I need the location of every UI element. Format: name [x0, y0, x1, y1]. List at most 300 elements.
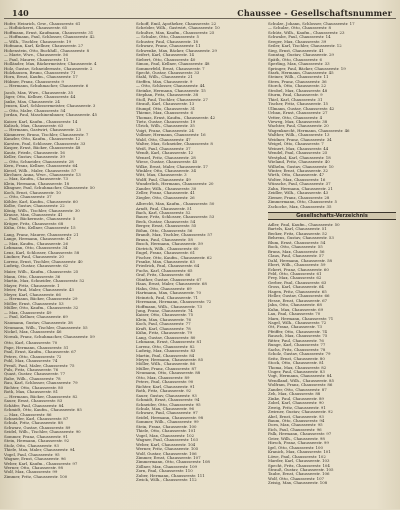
directory-entry: Fischer, Otto, Kaufm., Chausseestr. 62 [136, 255, 212, 260]
directory-entry: Müller, Otto, Kaufm., Chausseestr. 32 [4, 306, 79, 311]
directory-entry: Haas, Ernst, Maler, Chausseestr. 68 [136, 282, 207, 287]
directory-entry: Schwarz, Paul, Chausseestr. 97 [136, 411, 198, 416]
directory-entry: Weinert, Max, Chausseestr. 44 [268, 146, 329, 151]
directory-entry: Kaiser, Karl, Kaufm., Chausseestr. 14 [4, 119, 78, 124]
directory-entry: Unger, Paul, Chausseestr. 83 [268, 369, 325, 374]
directory-entry: Holländer, Max, Bäckermeister, Chausseestr. 4 [4, 62, 97, 67]
directory-entry: Gross, Karl, Chausseestr. 64 [268, 285, 324, 290]
directory-entry: Wunderlich, Hermann, Chausseestr. 20 [136, 182, 214, 187]
directory-entry: Brandt, Max, Tischler, Chausseestr. 57 [136, 233, 213, 238]
directory-entry: Wachter, Paul, Chausseestr. 20 [268, 124, 329, 129]
directory-entry: Schuster, Paul, Chausseestr. 18 [136, 39, 198, 44]
directory-entry: Böhm, Otto, Chausseestr. 56 [136, 228, 193, 233]
directory-entry: Kolbe, Gustav, Chausseestr. 22 [4, 204, 65, 209]
directory-entry: Voigt, Franz, Chausseestr. 24 [136, 128, 194, 133]
directory-entry: Peters, Otto, Chausseestr. 72 [4, 354, 62, 359]
directory-entry: Pape, Hermann, Chausseestr. 51 [4, 345, 69, 350]
directory-entry: Richter, Karl, Chausseestr. 91 [136, 384, 195, 389]
directory-entry: Schoff, Emil, Apotheker, Chausseestr. 22 [136, 22, 217, 26]
directory-entry: Lau, Paul, Chausseestr. 70 [268, 312, 321, 317]
directory-entry: Kirchner, Anna, Wwe., Chausseestr. 13 [4, 172, 81, 177]
directory-entry: Vogt, Hermann, Chausseestr. 84 [268, 374, 332, 379]
directory-entry: Zander, Wilh., Chausseestr. 30 [136, 186, 197, 191]
directory-entry: Roth, Max, Chausseestr. 81 [4, 390, 59, 395]
directory-entry: Schäfer, Paul, Chausseestr. 84 [4, 403, 64, 408]
section-heading: Gesellschafts-Verzeichnis [268, 212, 396, 220]
directory-entry: Wünsche, Paul, Chausseestr. 37 [268, 182, 331, 187]
directory-entry: Schütz, Wilh., Kaufm., Chausseestr. 23 [268, 30, 345, 35]
directory-entry: Kern, Franz, Kellner, Chausseestr. 64 [4, 164, 78, 169]
directory-entry: Igel, Otto, Chausseestr. 100 [268, 445, 323, 450]
directory-entry: Sieg, Ernst, Chausseestr. 41 [268, 48, 324, 53]
directory-entry: Weber, Karl, Kaufm., Chausseestr. 97 [4, 461, 78, 466]
directory-entry: Löwe, Paul, Chausseestr. 102 [268, 454, 326, 459]
directory-entry: Hofer, Heinrich, Gew., Chausseestr. 61 [4, 22, 81, 26]
directory-entry: Ludwig, Gustav, Chausseestr. 62 [4, 264, 69, 269]
directory-entry: Ludwig, Max, Chausseestr. 83 [136, 349, 196, 354]
directory-entry: Stephan, Fritz, Chausseestr. 38 [136, 93, 199, 98]
directory-entry: Vogel, Max, Chausseestr. 102 [136, 433, 195, 438]
directory-entry: Kalisch, Max, Chausseestr. 63 [4, 123, 64, 128]
directory-entry: Preuß, Paul, Maler, Chausseestr. 75 [4, 363, 75, 368]
directory-entry: Heller, Gustav, Chausseestr. 66 [268, 294, 330, 299]
directory-entry: Seifert, Karl, Chausseestr. 14 [136, 53, 194, 58]
directory-entry: Zeller, Franz, Chausseestr. 41 [136, 191, 195, 196]
directory-entry: Simon, Paul, Kellner, Chausseestr. 48 [136, 62, 210, 67]
directory-entry: Bock, Otto, Chausseestr. 55 [268, 245, 323, 250]
directory-entry: Späth, Otto, Chausseestr. 6 [268, 57, 322, 62]
directory-entry: Braun, Paul, Chausseestr. 58 [136, 237, 193, 242]
directory-entry: Adler, Paul, Kaufm., Chausseestr. 50 [268, 223, 340, 228]
directory-entry: Puls, Fritz, Chausseestr. 76 [4, 367, 59, 372]
directory-entry: Bauer, Fritz, Schlosser, Chausseestr. 53 [136, 215, 215, 220]
directory-entry: Ebert, Wilh., Chausseestr. 59 [268, 263, 326, 268]
directory-entry: Thiele, Max, Maler, Chausseestr. 94 [4, 448, 75, 453]
directory-entry: Weiß, Paul, Chausseestr. 37 [136, 146, 191, 151]
directory-entry: Peters, Paul, Chausseestr. 90 [136, 380, 194, 385]
directory-entry: — Schulze, Otto, Chausseestr. 5 [136, 35, 200, 40]
directory-entry: Sommer, Wilh., Chausseestr. 99 [136, 420, 199, 425]
directory-entry: Kiesel, Wilh., Maler, Chausseestr. 57 [4, 168, 77, 173]
directory-entry: — Schulze, Otto, Chausseestr. 8 [268, 26, 332, 31]
directory-entry: Thiel, Karl, Chausseestr. 31 [268, 97, 323, 102]
directory-entry: Lehmann, Otto, Chausseestr. 34 [4, 246, 68, 251]
directory-entry: Wieland, Fritz, Chausseestr. 40 [268, 160, 330, 165]
directory-entry: Lorenz, Otto, Chausseestr. 82 [136, 344, 195, 349]
directory-entry: Wolf, Otto, Chausseestr. 107 [268, 476, 325, 481]
directory-entry: Krüger, Fritz, Chausseestr. 68 [4, 221, 64, 226]
directory-entry: Beck, Gustav, Chausseestr. 54 [136, 219, 196, 224]
directory-entry: — Wilh., Tischler, Chausseestr. 19 [4, 39, 72, 44]
directory-entry: Kühn, Otto, Kellner, Chausseestr. 15 [4, 226, 76, 231]
directory-entry: Kasper, Ernst, Bäcker, Chausseestr. 48 [4, 146, 81, 151]
directory-entry: Pohl, Max, Chausseestr. 74 [4, 359, 58, 364]
directory-entry: Vetter, Otto, Chausseestr. 4 [268, 115, 323, 120]
directory-entry: Albrecht, Max, Kaufm., Chausseestr. 50 [136, 202, 215, 207]
directory-entry: Werner, Otto, Chausseestr. 98 [4, 465, 64, 470]
directory-entry: Richter, Otto, Chausseestr. 80 [4, 385, 64, 390]
directory-entry: Lange, Hermann, Chausseestr. 47 [4, 237, 72, 242]
directory-entry: Hartmann, Max, Chausseestr. 70 [136, 291, 201, 296]
directory-entry: Keller, Gustav, Chausseestr. 39 [4, 155, 65, 160]
directory-entry: Rau, Karl, Schlosser, Chausseestr. 79 [4, 381, 78, 386]
directory-entry: Wolfram, Franz, Chausseestr. 86 [268, 383, 333, 388]
directory-entry: Rausch, Max, Chausseestr. 75 [268, 334, 328, 339]
directory-entry: Hesse, Ernst, Chausseestr. 67 [268, 298, 328, 303]
directory-entry: Maier, Wilh., Kaufm., Chausseestr. 25 [4, 270, 79, 275]
directory-entry: Stumpf, Otto, Chausseestr. 31 [136, 106, 196, 111]
directory-entry: — Max, Kaufm., Chausseestr. 26 [4, 241, 68, 246]
page-number: 140 [12, 8, 29, 18]
directory-entry: Seidel, Wilh., Tischler, Chausseestr. 90 [4, 430, 81, 435]
directory-entry: Schulz, Max, Chausseestr. 96 [136, 406, 194, 411]
directory-entry: Klingner, Paul, Schuhmacher, Chausseestr. 50 [4, 186, 95, 191]
directory-entry: Stolz, Otto, Chausseestr. 93 [4, 443, 59, 448]
directory-entry: Zuber, Hermann, Chausseestr. 111 [136, 473, 205, 478]
directory-entry: Hofmann, Karl, Kellner, Chausseestr. 27 [4, 44, 84, 49]
directory-entry: Steinke, Hermann, Chausseestr. 15 [136, 88, 206, 93]
directory-entry: Seitz, Ernst, Chausseestr. 80 [268, 356, 325, 361]
directory-entry: Hagen, Fritz, Chausseestr. 65 [268, 289, 327, 294]
directory-entry: — Otto, Maler, Chausseestr. 54 [4, 108, 66, 113]
directory-entry: Zorn, Paul, Chausseestr. 110 [136, 469, 193, 474]
directory-entry: Wendel, Paul, Chausseestr. 25 [268, 151, 328, 156]
directory-entry: Wendt, Karl, Chausseestr. 12 [136, 151, 194, 156]
directory-entry: Janke, Max, Chausseestr. 24 [4, 99, 60, 104]
directory-entry: Ullmann, Gustav, Chausseestr. 42 [268, 106, 335, 111]
directory-entry: Weigel, Otto, Chausseestr. 7 [268, 142, 324, 147]
directory-entry: Lang, Gustav, Chausseestr. 80 [136, 335, 196, 340]
directory-entry: Zeisig, Max, Chausseestr. 108 [268, 481, 328, 486]
directory-entry: Möller, Wilh., Chausseestr. 86 [136, 362, 195, 367]
directory-entry: Quast, Gustav, Chausseestr. 77 [4, 372, 66, 377]
directory-entry: — Max, Chausseestr. 86 [4, 412, 52, 417]
running-head: Chaussee - Gesellschaftsnummer [237, 8, 392, 18]
directory-entry: Gerber, Paul, Chausseestr. 63 [268, 280, 327, 285]
directory-entry: Blum, Ernst, Chausseestr. 54 [268, 240, 326, 245]
directory-entry: Vogel, Paul, Chausseestr. 95 [4, 452, 60, 457]
directory-entry: — Hermann, Bäcker, Chausseestr. 82 [4, 394, 78, 399]
directory-entry: Lehmann, Ernst, Chausseestr. 81 [136, 340, 202, 345]
directory-entry: Schröder, Wilh., Gastwirt, Chausseestr. 10 [136, 26, 220, 31]
directory-entry: Günther, Gustav, Chausseestr. 67 [136, 277, 202, 282]
directory-entry: Wilhelm, Gustav, Chausseestr. 10 [268, 164, 334, 169]
directory-entry: Wolter, Max, Chausseestr. 16 [268, 177, 326, 182]
directory-entry: Schultze, Max, Kaufm., Chausseestr. 25 [136, 30, 215, 35]
directory-entry: Stein, Hermann, Chausseestr. 92 [4, 439, 70, 444]
directory-entry: Zwick, Wilh., Chausseestr. 112 [136, 478, 197, 483]
directory-entry: Berger, Ernst, Chausseestr. 55 [136, 224, 197, 229]
directory-entry: Meier, Paul, Maler, Chausseestr. 43 [4, 288, 74, 293]
directory-entry: Meyer, Hermann, Chausseestr. 85 [136, 357, 204, 362]
directory-entry: Paul, Ernst, Kaufm., Chausseestr. 67 [4, 350, 77, 355]
directory-entry: Stern, Franz, Chausseestr. 36 [268, 79, 327, 84]
directory-entry: Zinke, Paul, Chausseestr. 89 [268, 396, 324, 401]
directory-entry: Vollmer, Hermann, Chausseestr. 16 [136, 133, 206, 138]
directory-entry: Baum, Otto, Chausseestr. 94 [268, 418, 325, 423]
directory-entry: Hoffmann, Ernst, Kaufmann, Chausseestr. 31 [4, 30, 94, 35]
directory-entry: Sperling, Max, Chausseestr. 33 [268, 62, 330, 67]
directory-entry: Wiese, Gustav, Chausseestr. 45 [136, 160, 198, 165]
directory-entry: Stock, Otto, Chausseestr. 81 [268, 361, 325, 366]
directory-entry: Schulz, Fritz, Chausseestr. 88 [4, 421, 63, 426]
directory-entry: Winkler, Otto, Chausseestr. 34 [136, 168, 196, 173]
column-1 [4, 22, 132, 510]
directory-entry: Nowak, Franz, Schuhmacher, Chausseestr. 59 [4, 334, 95, 339]
directory-entry: Hübner, Franz, Chausseestr. 9 [4, 79, 64, 84]
directory-entry: Bruns, Max, Chausseestr. 56 [268, 249, 325, 254]
directory-entry: Hohenstein, Otto, Buchhdl., Chausseestr. 8 [4, 48, 90, 53]
directory-entry: Fuchs, Karl, Chausseestr. 65 [136, 268, 193, 273]
directory-entry: Zahn, Hermann, Chausseestr. 21 [268, 186, 333, 191]
directory-entry: Wolf, Gustav, Chausseestr. 106 [136, 451, 197, 456]
directory-entry: Eckert, Franz, Chausseestr. 60 [268, 267, 329, 272]
directory-entry: Schneider, Karl, Chausseestr. 87 [4, 416, 69, 421]
directory-entry: Wald, Otto, Chausseestr. 47 [136, 137, 191, 142]
directory-entry: Walter, Max, Schneider, Chausseestr. 8 [136, 142, 213, 147]
directory-entry: Westphal, Karl, Chausseestr. 18 [268, 155, 331, 160]
directory-entry: Frey, Max, Chausseestr. 62 [268, 276, 322, 281]
directory-entry: Roth, Fritz, Chausseestr. 92 [136, 389, 192, 394]
directory-entry: Sommer, Franz, Chausseestr. 91 [4, 434, 68, 439]
column-3 [268, 22, 396, 510]
directory-entry: Heinrich, Paul, Chausseestr. 71 [136, 295, 199, 300]
directory-entry: Krause, Max, Chausseestr. 41 [4, 213, 63, 218]
directory-entry: Vieweg, Max, Chausseestr. 38 [268, 119, 328, 124]
directory-entry: Möller, Ernst, Chausseestr. 53 [4, 301, 64, 306]
directory-entry: Weidner, Franz, Chausseestr. 34 [268, 137, 332, 142]
directory-entry: Seidel, Hermann, Chausseestr. 98 [136, 415, 204, 420]
directory-entry: Bartels, Karl, Chausseestr. 51 [268, 227, 327, 232]
directory-entry: Zeh, Max, Chausseestr. 88 [268, 392, 321, 397]
directory-entry: — Paul, Maurer, Chausseestr. 11 [4, 57, 69, 62]
directory-entry: Abel, Ernst, Chausseestr. 93 [268, 414, 324, 419]
directory-entry: Claus, Paul, Chausseestr. 57 [268, 254, 324, 259]
directory-entry: Zimmermann, Otto, Chausseestr. 108 [136, 460, 210, 465]
directory-entry: Marder, Karl, Chausseestr. 103 [268, 459, 330, 464]
directory-entry: Behrens, Gustav, Chausseestr. 53 [268, 236, 334, 241]
directory-entry: Eich, Paul, Chausseestr. 96 [268, 427, 322, 432]
directory-entry: Thieme, Max, Chausseestr. 6 [136, 111, 193, 116]
directory-entry: Zimmer, Ernst, Chausseestr. 107 [136, 455, 201, 460]
directory-entry: Zöllner, Max, Chausseestr. 109 [136, 464, 198, 469]
directory-entry: Wagner, Paul, Chausseestr. 103 [136, 438, 198, 443]
directory-entry: Witt, Max, Chausseestr. 3 [136, 173, 187, 178]
directory-entry: Sachs, Fritz, Chausseestr. 78 [268, 347, 326, 352]
directory-entry: Martin, Max, Schneider, Chausseestr. 52 [4, 279, 85, 284]
directory-entry: Zeidler, Wilh., Chausseestr. 43 [268, 191, 329, 196]
directory-entry: Steffen, Max, Chausseestr. 9 [136, 79, 193, 84]
directory-entry: Graf, Fritz, Chausseestr. 66 [136, 273, 191, 278]
directory-entry: Lindner, Paul, Chausseestr. 20 [4, 255, 64, 260]
directory-entry: Engel, Franz, Chausseestr. 61 [136, 251, 196, 256]
directory-entry: Sauer, Ernst, Chausseestr. 83 [4, 399, 63, 404]
directory-entry: — Hoffmann, Paul, Schlosser, Chausseestr. 42 [4, 35, 95, 40]
directory-entry: — Otto, Chausseestr. 37 [4, 195, 52, 200]
directory-entry: Wilke, Ernst, Maler, Chausseestr. 17 [136, 164, 208, 169]
directory-entry: Ziemer, Franz, Chausseestr. 28 [268, 195, 330, 200]
directory-entry: Holzhausen, Bruno, Chausseestr. 71 [4, 70, 76, 75]
directory-entry: Jäger, Otto, Kellner, Chausseestr. 44 [4, 95, 76, 100]
directory-entry: Sturm, Paul, Chausseestr. 9 [268, 93, 323, 98]
directory-entry: Koch, Paul, Chausseestr. 77 [136, 322, 191, 327]
directory-entry: Kautz, Friedr., Chausseestr. 16 [4, 150, 65, 155]
directory-entry: Feld, Otto, Chausseestr. 61 [268, 272, 322, 277]
directory-entry: — Hermann, Schuhmacher, Chausseestr. 6 [4, 84, 89, 89]
directory-entry: Sonntag, Gustav, Chausseestr. 29 [268, 53, 334, 58]
directory-entry: Zweig, Fritz, Chausseestr. 91 [268, 405, 326, 410]
directory-entry: — Max, Kaufm., Chausseestr. 73 [4, 177, 68, 182]
directory-entry: Geier, Wilh., Chausseestr. 98 [268, 436, 325, 441]
directory-entry: Friedrich, Paul, Chausseestr. 64 [136, 264, 200, 269]
directory-entry: — Max, Chausseestr. 49 [4, 310, 52, 315]
directory-entry: Stark, Hermann, Chausseestr. 45 [268, 70, 334, 75]
directory-entry: Zimmer, Fritz, Chausseestr. 100 [4, 474, 68, 479]
directory-entry: Hahn, Otto, Chausseestr. 69 [136, 286, 192, 291]
directory-entry: Rabe, Wilh., Chausseestr. 78 [4, 376, 61, 381]
directory-entry: Seiler, Karl, Tischler, Chausseestr. 12 [268, 44, 342, 49]
directory-entry: Neumann, Wilh., Tischler, Chausseestr. 55 [4, 325, 88, 330]
directory-entry: Nickel, Max, Chausseestr. 46 [4, 330, 62, 335]
directory-entry: Tietz, Gustav, Chausseestr. 19 [136, 119, 196, 124]
directory-entry: Lorenz, Ernst, Tischler, Chausseestr. 40 [4, 259, 83, 264]
directory-entry: Jacob, Max, Wwe., Chausseestr. 35 [4, 90, 73, 95]
directory-entry: Naumann, Gustav, Chausseestr. 38 [4, 321, 73, 326]
directory-entry: Kanzler, Otto, Kaufm., Chausseestr. 12 [4, 137, 81, 142]
directory-entry: Ott, Franz, Chausseestr. 73 [268, 325, 323, 330]
directory-entry: — Hermann, Gastwirt, Chausseestr. 23 [4, 128, 81, 133]
directory-entry: Steiner, Wilh., Chausseestr. 11 [268, 75, 329, 80]
directory-entry: — Otto, Schlosser, Chausseestr. 44 [136, 84, 205, 89]
directory-entry: Specht, Gustav, Chausseestr. 33 [136, 70, 200, 75]
directory-entry: Wagenknecht, Hermann, Chausseestr. 46 [268, 128, 350, 133]
directory-entry: Mayer, Fritz, Chausseestr. 1 [4, 283, 60, 288]
directory-entry: Schmidt, Ernst, Chausseestr. 94 [136, 398, 200, 403]
directory-entry: Otto, Karl, Chausseestr. 70 [4, 341, 58, 346]
directory-entry: Thoma, Max, Chausseestr. 82 [268, 365, 327, 370]
directory-entry: Seeger, Max, Chausseestr. 39 [268, 39, 327, 44]
directory-entry: Strobel, Max, Chausseestr. 48 [268, 88, 328, 93]
directory-entry: Wirth, Otto, Chausseestr. 47 [268, 173, 325, 178]
directory-entry: Schwenke, Max, Bäcker, Chausseestr. 29 [136, 48, 217, 53]
directory-entry: Schulze, Johann, Schlosser, Chausseestr. 17 [268, 22, 355, 26]
directory-entry: Horn, Ernst, Kaufm., Chausseestr. 17 [4, 75, 78, 80]
directory-entry: — Hermann, Bäcker, Chausseestr. 29 [4, 297, 78, 302]
directory-entry: Martin, Paul, Chausseestr. 84 [136, 353, 195, 358]
directory-entry: Taube, Ernst, Chausseestr. 106 [268, 472, 330, 477]
directory-entry: Ritter, Paul, Chausseestr. 76 [268, 338, 324, 343]
directory-entry: Arndt, Paul, Chausseestr. 51 [136, 206, 193, 211]
directory-entry: Urban, Ernst, Chausseestr. 27 [268, 111, 328, 116]
directory-entry: Kuhn, Max, Chausseestr. 69 [268, 307, 324, 312]
directory-entry: — Marie, Wwe., Chausseestr. 56 [4, 53, 68, 58]
directory-entry: Falk, Hermann, Chausseestr. 97 [268, 432, 332, 437]
directory-entry: König, Wilh., Tischler, Chausseestr. 30 [4, 208, 80, 213]
directory-entry: Siebert, Otto, Chausseestr. 40 [136, 57, 196, 62]
directory-entry: Springer, Paul, Bäcker, Chausseestr. 19 [268, 66, 346, 71]
directory-entry: Wolff, Paul, Chausseestr. 49 [136, 177, 191, 182]
directory-entry: — Paul, Bäckermstr., Chausseestr. 5 [4, 217, 76, 222]
directory-entry: Zwirner, Gustav, Chausseestr. 92 [268, 410, 333, 415]
directory-entry: Schmidt, Otto, Kaufm., Chausseestr. 85 [4, 408, 82, 413]
directory-entry: Bach, Karl, Chausseestr. 52 [136, 211, 191, 216]
directory-entry: Kämmerer, Bruno, Tischler, Chausseestr. 7 [4, 132, 89, 137]
directory-entry: Thiele, Otto, Chausseestr. 101 [136, 429, 196, 434]
directory-entry: Specht, Fritz, Chausseestr. 104 [268, 463, 330, 468]
directory-entry: Marx, Hermann, Chausseestr. 71 [268, 316, 334, 321]
directory-entry: Strauß, Karl, Chausseestr. 13 [136, 102, 195, 107]
directory-entry: Storch, Otto, Chausseestr. 22 [268, 84, 327, 89]
directory-entry: Zimmermann, Otto, Chausseestr. 5 [268, 200, 337, 205]
directory-entry: Kranich, Max, Chausseestr. 101 [268, 450, 331, 455]
directory-entry: Wolf, Max, Chausseestr. 99 [4, 470, 58, 475]
directory-entry: Weber, Karl, Chausseestr. 104 [136, 442, 196, 447]
directory-entry: Schwarz, Gustav, Chausseestr. 89 [4, 425, 71, 430]
directory-entry: Jensen, Karl, Schlossermeister, Chausseestr. 3 [4, 104, 96, 109]
directory-entry: Pfeiffer, Otto, Chausseestr. 74 [268, 329, 328, 334]
directory-entry: Thomas, Ernst, Kaufm., Chausseestr. 42 [136, 115, 216, 120]
directory-entry: Wenzel, Fritz, Chausseestr. 28 [136, 155, 196, 160]
directory-entry: Becker, Fritz, Chausseestr. 52 [268, 231, 328, 236]
directory-entry: — Hofbäckerei, Chausseestr. 65 [4, 26, 68, 31]
directory-entry: Scholz, Gustav, Chausseestr. 79 [268, 352, 331, 357]
directory-entry: Neumann, Otto, Chausseestr. 88 [136, 371, 201, 376]
directory-entry: Ziegler, Otto, Chausseestr. 26 [136, 195, 195, 200]
directory-entry: — Paul, Kellner, Chausseestr. 69 [4, 315, 68, 319]
directory-entry: Stahl, Wilh., Chausseestr. 21 [136, 75, 193, 80]
column-2 [136, 22, 264, 510]
directory-entry: Busch, Hermann, Chausseestr. 59 [136, 242, 203, 247]
directory-entry: Dietrich, Wilh., Chausseestr. 60 [136, 246, 199, 251]
directory-entry: Ulrich, Wilh., Chausseestr. 35 [136, 124, 195, 129]
directory-entry: Hoffmann, Wilh., Chausseestr. 73 [136, 304, 202, 309]
directory-entry: Koch, Ernst, Chausseestr. 10 [4, 190, 61, 195]
directory-entry: Runge, Karl, Chausseestr. 77 [268, 343, 326, 348]
directory-entry: Schneider, Otto, Chausseestr. 95 [136, 402, 201, 407]
directory-entry: Schwabe, Paul, Chausseestr. 14 [268, 35, 331, 40]
directory-entry: Müller, Franz, Chausseestr. 87 [136, 366, 197, 371]
directory-entry: Strauß, Gustav, Chausseestr. 105 [268, 467, 334, 472]
directory-entry: Holz, Gustav, Schneidermstr., Chausseestr. 2 [4, 66, 93, 71]
directory-entry: Schwarz, Franz, Chausseestr. 11 [136, 44, 201, 49]
directory-entry: Klein, Max, Chausseestr. 76 [136, 317, 191, 322]
directory-entry: Winter, Ernst, Chausseestr. 32 [268, 168, 329, 173]
directory-entry: Mann, Otto, Chausseestr. 36 [4, 274, 61, 279]
directory-entry: — Otto, Schneider, Chausseestr. 28 [4, 159, 74, 164]
directory-entry: Wendland, Wilh., Chausseestr. 85 [268, 378, 334, 383]
directory-entry: Kaiser, Otto, Chausseestr. 75 [136, 313, 194, 318]
directory-entry: Meyer, Karl, Chausseestr. 66 [4, 292, 61, 297]
directory-entry: Kühn, Fritz, Chausseestr. 79 [136, 331, 193, 336]
directory-entry: Lenz, Karl, Schlosser, Chausseestr. 58 [4, 250, 80, 255]
page-header [4, 4, 396, 19]
directory-entry: Stein, Franz, Chausseestr. 100 [136, 424, 197, 429]
directory-entry: Zschoche, Max, Chausseestr. 35 [268, 204, 332, 209]
directory-entry: Zander, Otto, Chausseestr. 87 [268, 387, 327, 392]
directory-entry: Klein, Hermann, Chausseestr. 18 [4, 181, 70, 186]
directory-entry: Tischer, Fritz, Chausseestr. 15 [268, 102, 328, 107]
directory-entry: Sommerfeld, Ernst, Chausseestr. 7 [136, 66, 205, 71]
columns-container [4, 19, 396, 510]
directory-entry: Wagner, Ernst, Chausseestr. 96 [4, 457, 66, 462]
directory-entry: Kraft, Karl, Chausseestr. 78 [136, 326, 191, 331]
directory-entry: Jordan, Paul, Maschinenbauer, Chausseestr. 45 [4, 113, 97, 118]
directory-entry: Otto, Max, Chausseestr. 89 [136, 375, 190, 380]
directory-entry: Werner, Fritz, Chausseestr. 105 [136, 447, 199, 452]
directory-entry: Sauer, Gustav, Chausseestr. 93 [136, 393, 197, 398]
directory-entry: Zobel, Karl, Chausseestr. 90 [268, 401, 324, 406]
entry-spacer [268, 209, 396, 211]
